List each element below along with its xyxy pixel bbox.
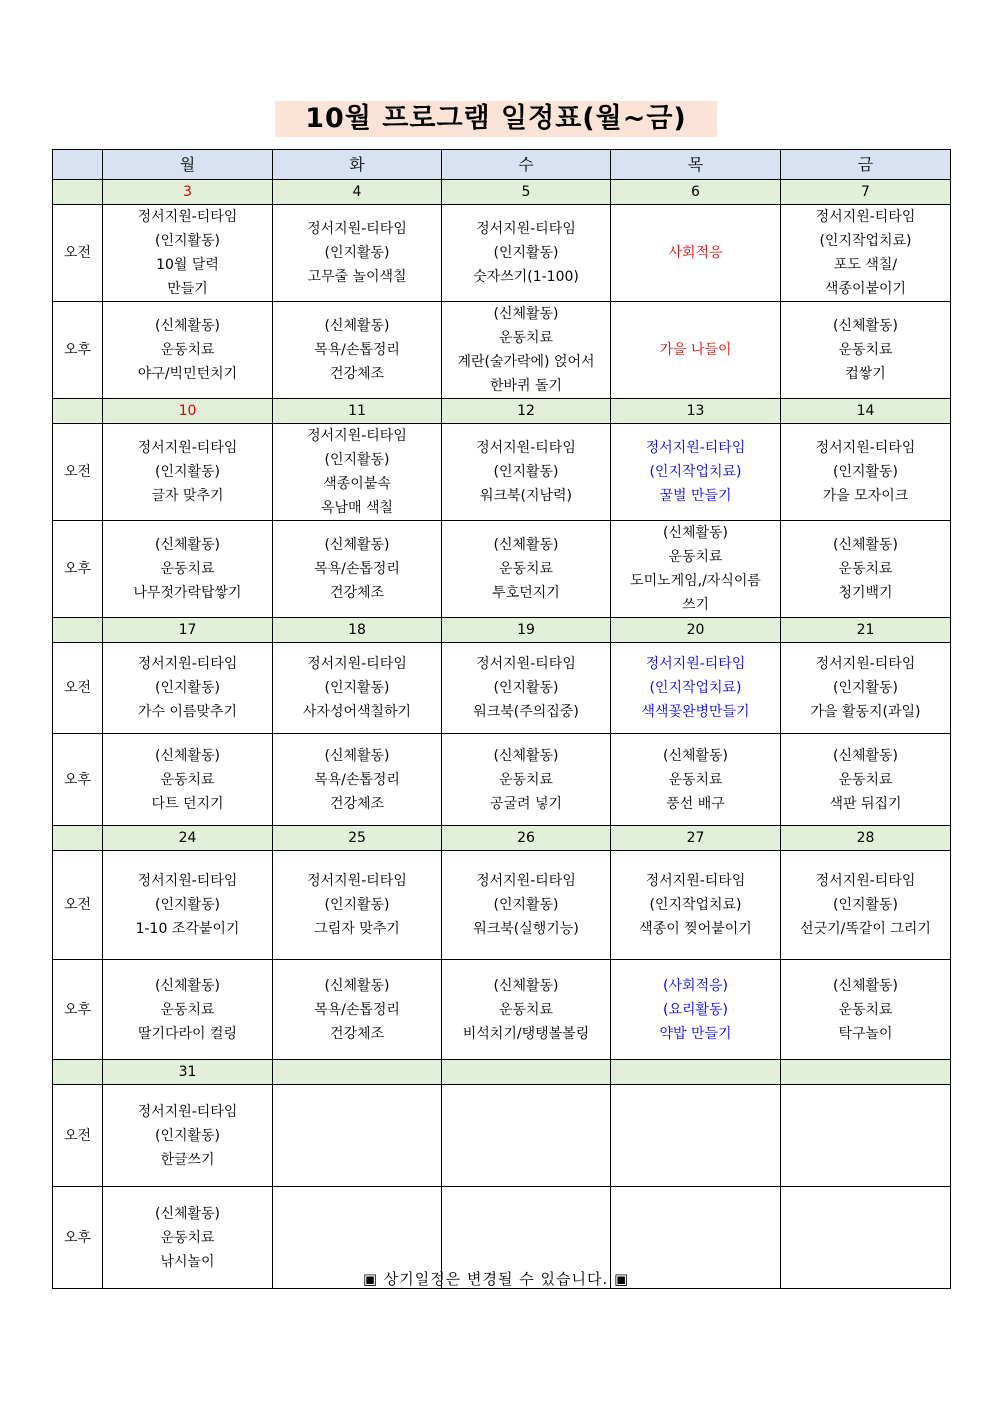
activity-line: (신체활동): [832, 977, 899, 994]
activity-cell: [442, 424, 611, 521]
activity-line: 정서지원-티타임: [645, 440, 746, 456]
activity-line: 포도 색칠/: [833, 257, 898, 273]
activity-line: 정서지원-티타임: [307, 873, 407, 889]
activity-line: 운동치료: [838, 342, 893, 358]
activity-cell: [781, 851, 951, 960]
activity-line: 비석치기/탱탱볼볼링: [462, 1025, 590, 1042]
header-thu: 목: [611, 150, 781, 180]
activity-line: (신체활동): [154, 537, 221, 553]
activity-line: 정서지원-티타임: [815, 209, 916, 225]
activity-line: 건강체조: [329, 366, 385, 382]
activity-line: (신체활동): [154, 977, 221, 994]
afternoon-row: [53, 960, 951, 1060]
morning-row: [53, 424, 951, 521]
date-cell: 28: [781, 826, 951, 851]
header-wed: 수: [442, 150, 611, 180]
date-row-label-cell: [53, 618, 103, 643]
activity-line: 정서지원-티타임: [815, 656, 916, 672]
activity-line: (신체활동): [154, 747, 221, 764]
date-row-label-cell: [53, 826, 103, 851]
activity-line: 가을 활동지(과일): [810, 704, 921, 720]
activity-cell: [611, 851, 781, 960]
activity-cell: [273, 960, 442, 1060]
activity-cell: [611, 521, 781, 618]
header-corner-cell: [53, 150, 103, 180]
activity-line: 목욕/손톱정리: [314, 342, 400, 358]
afternoon-row: [53, 734, 951, 826]
activity-line: (인지활동): [154, 464, 221, 480]
activity-line: (신체활동): [662, 747, 729, 764]
activity-line: 정서지원-티타임: [476, 221, 576, 237]
date-cell: [273, 1060, 442, 1085]
activity-cell: [611, 1085, 781, 1187]
date-cell: 12: [442, 399, 611, 424]
date-cell: 11: [273, 399, 442, 424]
activity-line: 운동치료: [498, 561, 554, 577]
activity-line: 운동치료: [838, 561, 893, 577]
date-cell: 27: [611, 826, 781, 851]
activity-line: 1-10 조각붙이기: [135, 921, 240, 937]
schedule-table: [52, 149, 951, 1289]
activity-line: 정서지원-티타임: [137, 209, 238, 225]
activity-line: 정서지원-티타임: [137, 656, 238, 672]
morning-row: [53, 851, 951, 960]
activity-line: (인지활동): [493, 464, 559, 480]
activity-line: 꿀벌 만들기: [659, 488, 732, 504]
activity-line: (인지활동): [493, 680, 559, 696]
activity-line: (신체활동): [493, 977, 559, 994]
activity-line: 약밥 만들기: [659, 1025, 732, 1042]
activity-cell: [273, 521, 442, 618]
activity-line: 정서지원-티타임: [137, 440, 238, 456]
activity-line: 숫자쓰기(1-100): [473, 269, 579, 285]
activity-line: 색색꽃완병만들기: [641, 704, 750, 720]
activity-line: 목욕/손톱정리: [314, 771, 400, 788]
activity-line: 10월 달력: [156, 257, 219, 273]
activity-line: 운동치료: [838, 771, 893, 788]
morning-row: [53, 205, 951, 302]
activity-cell: [103, 643, 273, 734]
activity-line: 글자 맞추기: [151, 488, 224, 504]
activity-line: 계란(술가락에) 얹어서: [457, 354, 595, 370]
activity-line: 건강체조: [329, 585, 385, 601]
activity-line: (인지활동): [324, 680, 390, 696]
activity-line: (인지활동): [154, 897, 221, 913]
activity-line: (사회적응): [662, 977, 729, 994]
activity-cell: [103, 302, 273, 399]
activity-line: 워크북(주의집중): [473, 704, 579, 720]
date-cell: 6: [611, 180, 781, 205]
footnote: ▣ 상기일정은 변경될 수 있습니다. ▣: [362, 1270, 630, 1288]
activity-line: 옥남매 색칠: [320, 500, 394, 516]
activity-line: 한글쓰기: [160, 1151, 215, 1168]
activity-cell: [103, 205, 273, 302]
activity-line: 운동치료: [160, 1001, 215, 1018]
activity-line: 공굴려 넣기: [489, 795, 563, 812]
activity-line: 나무젓가락탑쌓기: [133, 585, 242, 601]
date-cell: 26: [442, 826, 611, 851]
activity-cell: [273, 851, 442, 960]
activity-line: 풍선 배구: [666, 795, 725, 812]
activity-line: (인지작업치료): [649, 897, 742, 913]
activity-line: 한바퀴 돌기: [489, 378, 563, 394]
activity-line: 사자성어색칠하기: [302, 704, 412, 720]
activity-cell: [273, 205, 442, 302]
activity-cell: [781, 302, 951, 399]
date-cell: 7: [781, 180, 951, 205]
activity-line: 만들기: [167, 281, 208, 297]
header-mon: 월: [103, 150, 273, 180]
activity-cell: [781, 643, 951, 734]
activity-line: 건강체조: [329, 795, 385, 812]
activity-line: 워크북(지남력): [479, 488, 573, 504]
date-cell: 3: [103, 180, 273, 205]
activity-cell: [781, 424, 951, 521]
afternoon-label: 오후: [53, 521, 103, 618]
activity-line: 청기백기: [838, 585, 893, 601]
activity-line: (신체활동): [832, 318, 899, 334]
activity-line: 정서지원-티타임: [815, 873, 916, 889]
activity-line: 운동치료: [498, 1001, 554, 1018]
activity-line: 정서지원-티타임: [815, 440, 916, 456]
date-cell: 18: [273, 618, 442, 643]
activity-line: (신체활동): [324, 977, 390, 994]
activity-line: (인지활동): [832, 897, 899, 913]
activity-line: (신체활동): [324, 537, 390, 553]
date-row-label-cell: [53, 1060, 103, 1085]
afternoon-row: [53, 521, 951, 618]
activity-line: (인지활동): [493, 245, 559, 261]
activity-line: 정서지원-티타임: [645, 656, 746, 672]
activity-cell: [611, 302, 781, 399]
activity-line: 탁구놀이: [838, 1025, 893, 1042]
activity-cell: [103, 521, 273, 618]
activity-line: 건강체조: [329, 1025, 385, 1042]
activity-cell: [273, 643, 442, 734]
activity-cell: [442, 960, 611, 1060]
activity-line: 가을 나들이: [659, 342, 732, 358]
activity-line: (인지활동): [154, 680, 221, 696]
activity-cell: [781, 1085, 951, 1187]
activity-line: (신체활동): [154, 1205, 221, 1222]
date-cell: 25: [273, 826, 442, 851]
activity-cell: [781, 205, 951, 302]
date-cell: 13: [611, 399, 781, 424]
activity-line: 정서지원-티타임: [137, 1103, 238, 1120]
date-row: [53, 399, 951, 424]
activity-cell: [103, 851, 273, 960]
afternoon-label: 오후: [53, 960, 103, 1060]
activity-line: 정서지원-티타임: [307, 221, 407, 237]
activity-line: 사회적응: [668, 245, 723, 261]
activity-line: 운동치료: [160, 1229, 215, 1246]
date-cell: 5: [442, 180, 611, 205]
activity-line: (신체활동): [493, 306, 559, 322]
activity-line: 정서지원-티타임: [476, 873, 576, 889]
activity-line: 색종이붙이기: [824, 281, 907, 297]
activity-line: 정서지원-티타임: [307, 428, 407, 444]
morning-label: 오전: [53, 643, 103, 734]
activity-line: 정서지원-티타임: [476, 440, 576, 456]
header-tue: 화: [273, 150, 442, 180]
date-row-label-cell: [53, 399, 103, 424]
activity-line: 목욕/손톱정리: [314, 1001, 400, 1018]
activity-line: (인지작업치료): [819, 233, 912, 249]
activity-cell: [611, 205, 781, 302]
activity-line: (인지활동): [832, 680, 899, 696]
activity-line: 색종이 찢어붙이기: [639, 921, 752, 937]
date-cell: [442, 1060, 611, 1085]
weekday-header-row: [53, 150, 951, 180]
activity-cell: [781, 960, 951, 1060]
activity-line: 운동치료: [838, 1001, 893, 1018]
activity-line: 목욕/손톱정리: [314, 561, 400, 577]
activity-cell: [103, 424, 273, 521]
activity-cell: [103, 1085, 273, 1187]
activity-line: 정서지원-티타임: [645, 873, 746, 889]
activity-line: (인지활동): [154, 233, 221, 249]
activity-line: 정서지원-티타임: [476, 656, 576, 672]
date-row: [53, 1060, 951, 1085]
activity-line: 선긋기/똑같이 그리기: [800, 921, 931, 937]
date-cell: 19: [442, 618, 611, 643]
activity-line: 가수 이름맞추기: [137, 704, 238, 720]
date-cell: 21: [781, 618, 951, 643]
activity-cell: [611, 424, 781, 521]
activity-line: 가을 모자이크: [822, 488, 909, 504]
morning-label: 오전: [53, 424, 103, 521]
activity-cell: [442, 302, 611, 399]
activity-line: 고무줄 놀이색칠: [307, 269, 407, 285]
date-cell: [611, 1060, 781, 1085]
activity-line: 다트 던지기: [151, 795, 224, 812]
date-row: [53, 180, 951, 205]
activity-cell: [103, 734, 273, 826]
date-row: [53, 618, 951, 643]
activity-line: 낚시놀이: [160, 1253, 215, 1270]
activity-line: 색판 뒤집기: [829, 795, 902, 812]
activity-line: (신체활동): [324, 747, 390, 764]
activity-line: (신체활동): [832, 537, 899, 553]
afternoon-label: 오후: [53, 1187, 103, 1289]
afternoon-label: 오후: [53, 302, 103, 399]
activity-cell: [442, 521, 611, 618]
activity-line: 워크북(실행기능): [473, 921, 579, 937]
activity-cell: [103, 960, 273, 1060]
activity-line: (인지활동): [154, 1127, 221, 1144]
activity-line: (신체활동): [154, 318, 221, 334]
activity-cell: [611, 734, 781, 826]
activity-line: (인지작업치료): [649, 680, 742, 696]
activity-line: (신체활동): [493, 747, 559, 764]
activity-line: 야구/빅민턴치기: [137, 366, 238, 382]
activity-line: 정서지원-티타임: [307, 656, 407, 672]
activity-cell: [442, 643, 611, 734]
page-title: 10월 프로그램 일정표(월~금): [275, 101, 717, 137]
activity-line: 도미노게임,/자식이름: [630, 573, 761, 589]
activity-line: 운동치료: [498, 771, 554, 788]
morning-row: [53, 643, 951, 734]
activity-cell: [781, 734, 951, 826]
date-cell: 24: [103, 826, 273, 851]
activity-line: 운동치료: [668, 549, 723, 565]
activity-cell: [442, 734, 611, 826]
activity-line: 운동치료: [498, 330, 554, 346]
activity-line: (신체활동): [832, 747, 899, 764]
activity-line: (인지활동): [493, 897, 559, 913]
date-cell: 31: [103, 1060, 273, 1085]
date-cell: 14: [781, 399, 951, 424]
activity-cell: [442, 851, 611, 960]
activity-line: 운동치료: [160, 342, 215, 358]
date-cell: 17: [103, 618, 273, 643]
activity-line: 그림자 맞추기: [314, 921, 400, 937]
date-cell: 10: [103, 399, 273, 424]
activity-cell: [611, 643, 781, 734]
morning-row: [53, 1085, 951, 1187]
activity-line: (인지활동): [324, 245, 390, 261]
activity-cell: [442, 1085, 611, 1187]
activity-line: 운동치료: [160, 561, 215, 577]
activity-line: 쓰기: [681, 597, 710, 613]
activity-line: (신체활동): [324, 318, 390, 334]
activity-line: 컵쌓기: [845, 366, 886, 382]
activity-cell: [273, 1085, 442, 1187]
activity-line: (신체활동): [662, 525, 729, 541]
header-fri: 금: [781, 150, 951, 180]
morning-label: 오전: [53, 1085, 103, 1187]
activity-line: (인지활동): [832, 464, 899, 480]
morning-label: 오전: [53, 205, 103, 302]
activity-line: 딸기다라이 컬링: [137, 1025, 238, 1042]
activity-cell: [273, 424, 442, 521]
activity-line: 정서지원-티타임: [137, 873, 238, 889]
activity-cell: [781, 521, 951, 618]
activity-cell: [442, 205, 611, 302]
activity-line: (요리활동): [662, 1001, 729, 1018]
activity-line: (인지활동): [324, 897, 390, 913]
activity-line: 색종이붙속: [323, 476, 391, 492]
date-row: [53, 826, 951, 851]
activity-line: (인지작업치료): [649, 464, 742, 480]
date-cell: 4: [273, 180, 442, 205]
activity-cell: [273, 302, 442, 399]
date-cell: 20: [611, 618, 781, 643]
activity-line: 운동치료: [668, 771, 723, 788]
activity-line: (인지활동): [324, 452, 390, 468]
activity-line: 투호던지기: [492, 585, 560, 601]
activity-line: (신체활동): [493, 537, 559, 553]
afternoon-row: [53, 302, 951, 399]
activity-cell: [611, 960, 781, 1060]
date-cell: [781, 1060, 951, 1085]
morning-label: 오전: [53, 851, 103, 960]
activity-line: 운동치료: [160, 771, 215, 788]
afternoon-label: 오후: [53, 734, 103, 826]
activity-cell: [273, 734, 442, 826]
date-row-label-cell: [53, 180, 103, 205]
